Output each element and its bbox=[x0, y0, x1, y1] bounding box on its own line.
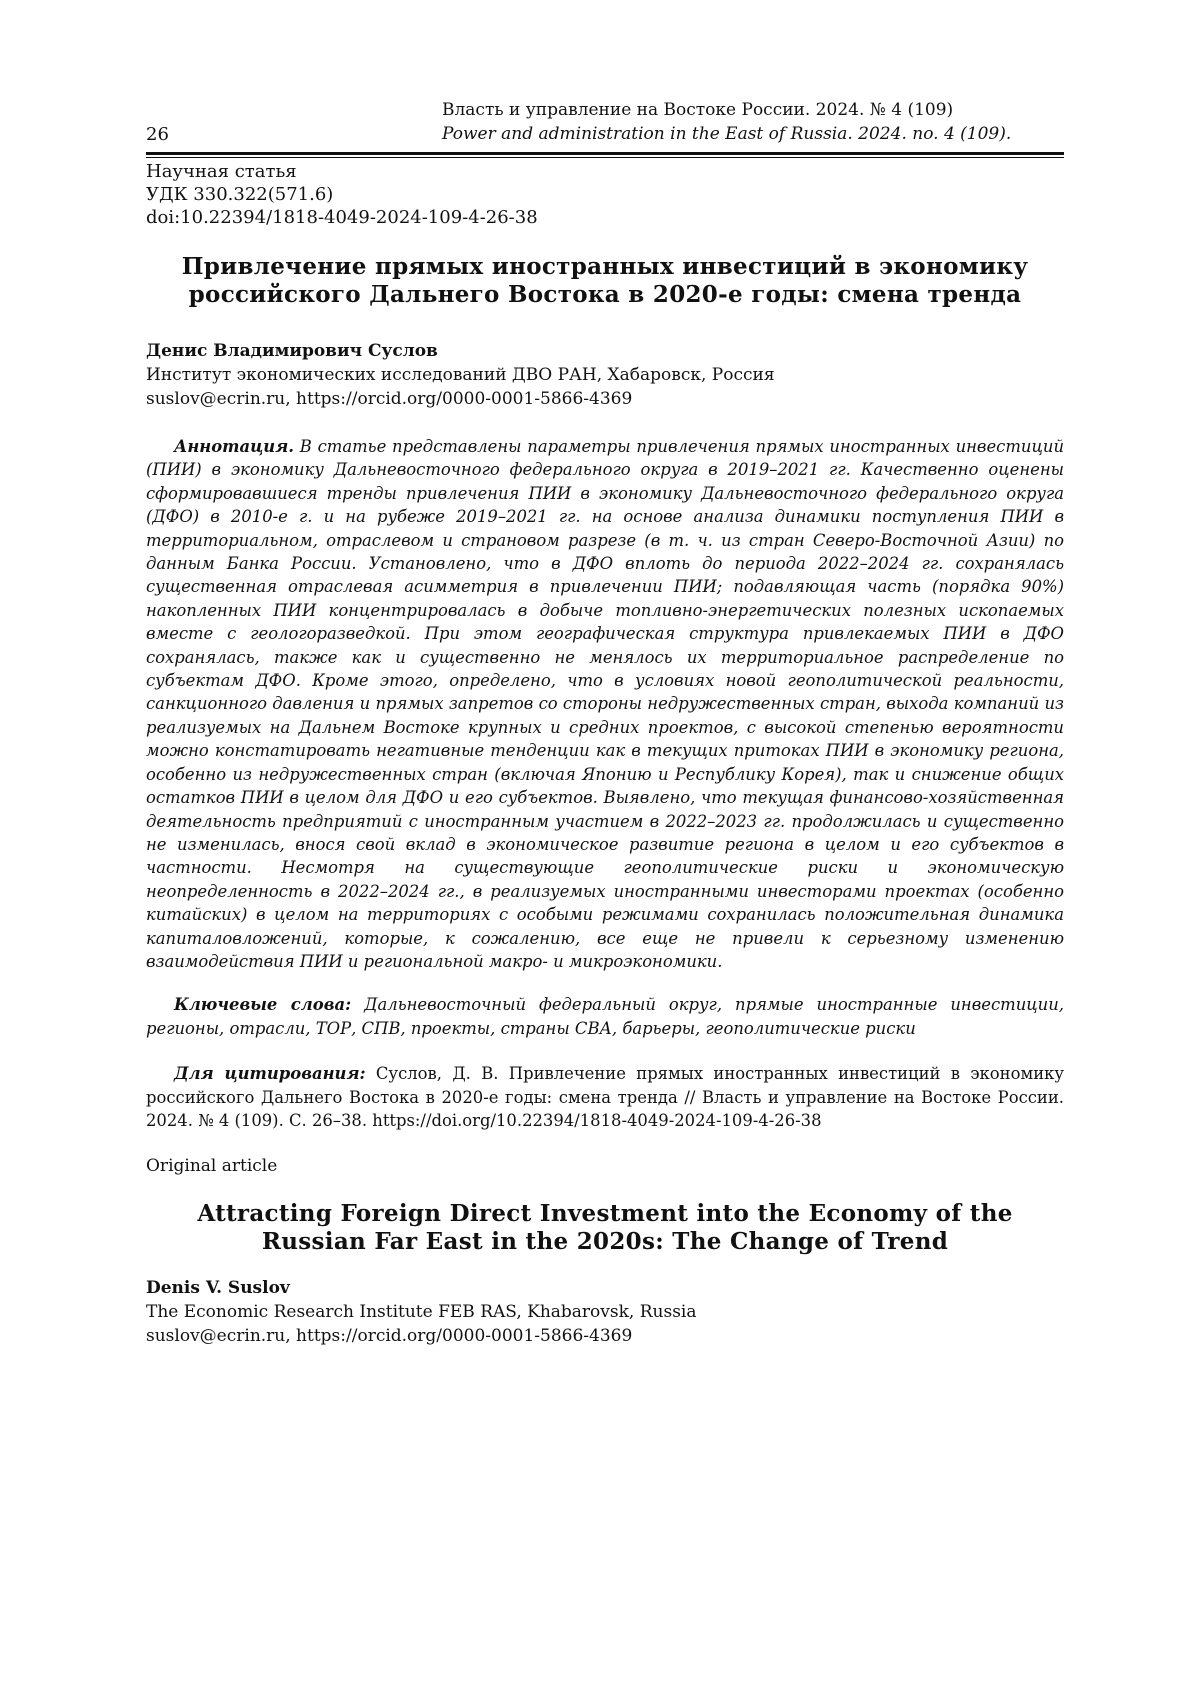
article-meta bbox=[146, 160, 1064, 229]
abstract-ru bbox=[146, 435, 1064, 973]
author-contact-en[interactable]: suslov@ecrin.ru, https://orcid.org/0000-0001-5866-4369 bbox=[146, 1326, 633, 1347]
doi: doi:10.22394/1818-4049-2024-109-4-26-38 bbox=[146, 207, 538, 228]
citation-label: Для цитирования: bbox=[174, 1064, 366, 1084]
journal-info bbox=[442, 98, 1011, 146]
keywords-label: Ключевые слова: bbox=[174, 995, 352, 1015]
keywords-text: Дальневосточный федеральный округ, прямые иностранные инвестиции, регионы, отрасли, ТОР, СПВ, проекты, страны СВА, барьеры, геополитические риски bbox=[146, 995, 1065, 1038]
running-header bbox=[146, 98, 1064, 146]
article-type-en: Original article bbox=[146, 1156, 278, 1177]
author-name-en: Denis V. Suslov bbox=[146, 1278, 290, 1299]
header-rule-thick bbox=[146, 152, 1064, 155]
page-number: 26 bbox=[146, 124, 169, 145]
article-title-en: Attracting Foreign Direct Investment into the Economy of the Russian Far East in the 2020s: The Change of Trend bbox=[197, 1200, 1013, 1256]
udc-code: УДК 330.322(571.6) bbox=[146, 184, 334, 205]
journal-title-en: Power and administration in the East of Russia. 2024. no. 4 (109). bbox=[442, 124, 1012, 144]
abstract-text: В статье представлены параметры привлечения прямых иностранных инвестиций (ПИИ) в экономику Дальневосточного федерального округа в 2019–2021 гг. Качественно оценены сформировавшиеся тренды привлечения ПИИ в экономику Дальневосточного федерального округа (ДФО) в 2010-е г. и на рубеже 2019–2021 гг. на основе анализа динамики поступления ПИИ в территориальном, отраслевом и страновом разрезе (в т. ч. из стран Северо-Восточной Азии) по данным Банка России. Установлено, что в ДФО вплоть до периода 2022–2024 гг. сохранялась существенная отраслевая асимметрия в привлечении ПИИ; подавляющая часть (порядка 90%) накопленных ПИИ концентрировалась в добыче топливно-энергетических полезных ископаемых вместе с геологоразведкой. При этом географическая структура привлекаемых ПИИ в ДФО сохранялась, также как и существенно не менялось их территориальное распределение по субъектам ДФО. Кроме этого, определено, что в условиях новой геополитической реальности, санкционного давления и прямых запретов со стороны недружественных стран, выхода компаний из реализуемых на Дальнем Востоке крупных и средних проектов, с высокой степенью вероятности можно констатировать негативные тенденции как в текущих притоках ПИИ в экономику региона, особенно из недружественных стран (включая Японию и Республику Корея), так и снижение общих остатков ПИИ в целом для ДФО и его субъектов. Выявлено, что текущая финансово-хозяйственная деятельность предприятий с иностранным участием в 2022–2023 гг. продолжилась и существенно не изменилась, внося свой вклад в экономическое развитие региона в целом и его субъектов в частности. Несмотря на существующие геополитические риски и экономическую неопределенность в 2022–2024 гг., в реализуемых иностранными инвесторами проектах (особенно китайских) в целом на территориях с особыми режимами сохранилась положительная динамика капиталовложений, которые, к сожалению, все еще не привели к серьезному изменению взаимодействия ПИИ и региональной макро- и микроэкономики. bbox=[146, 437, 1064, 971]
author-name-ru: Денис Владимирович Суслов bbox=[146, 341, 438, 361]
article-page bbox=[146, 98, 1064, 1348]
citation-text[interactable]: Суслов, Д. В. Привлечение прямых иностранных инвестиций в экономику российского Дальнего Востока в 2020-е годы: смена тренда // Власть и управление на Востоке России. 2024. № 4 (109). С. 26–38. https://doi.org/10.22394/1818-4049-2024-109-4-26-38 bbox=[146, 1064, 1065, 1130]
journal-title-ru: Власть и управление на Востоке России. 2024. № 4 (109) bbox=[442, 100, 954, 120]
citation-ru bbox=[146, 1062, 1064, 1132]
article-type-ru: Научная статья bbox=[146, 161, 297, 182]
author-contact-ru[interactable]: suslov@ecrin.ru, https://orcid.org/0000-0001-5866-4369 bbox=[146, 389, 633, 409]
abstract-label: Аннотация. bbox=[174, 437, 294, 456]
author-affiliation-ru: Институт экономических исследований ДВО РАН, Хабаровск, Россия bbox=[146, 365, 775, 385]
keywords-ru bbox=[146, 993, 1064, 1040]
article-title-ru: Привлечение прямых иностранных инвестиций в экономику российского Дальнего Востока в 2020-е годы: смена тренда bbox=[181, 253, 1029, 308]
author-affiliation-en: The Economic Research Institute FEB RAS, Khabarovsk, Russia bbox=[146, 1302, 697, 1323]
header-rule-thin bbox=[146, 157, 1064, 158]
